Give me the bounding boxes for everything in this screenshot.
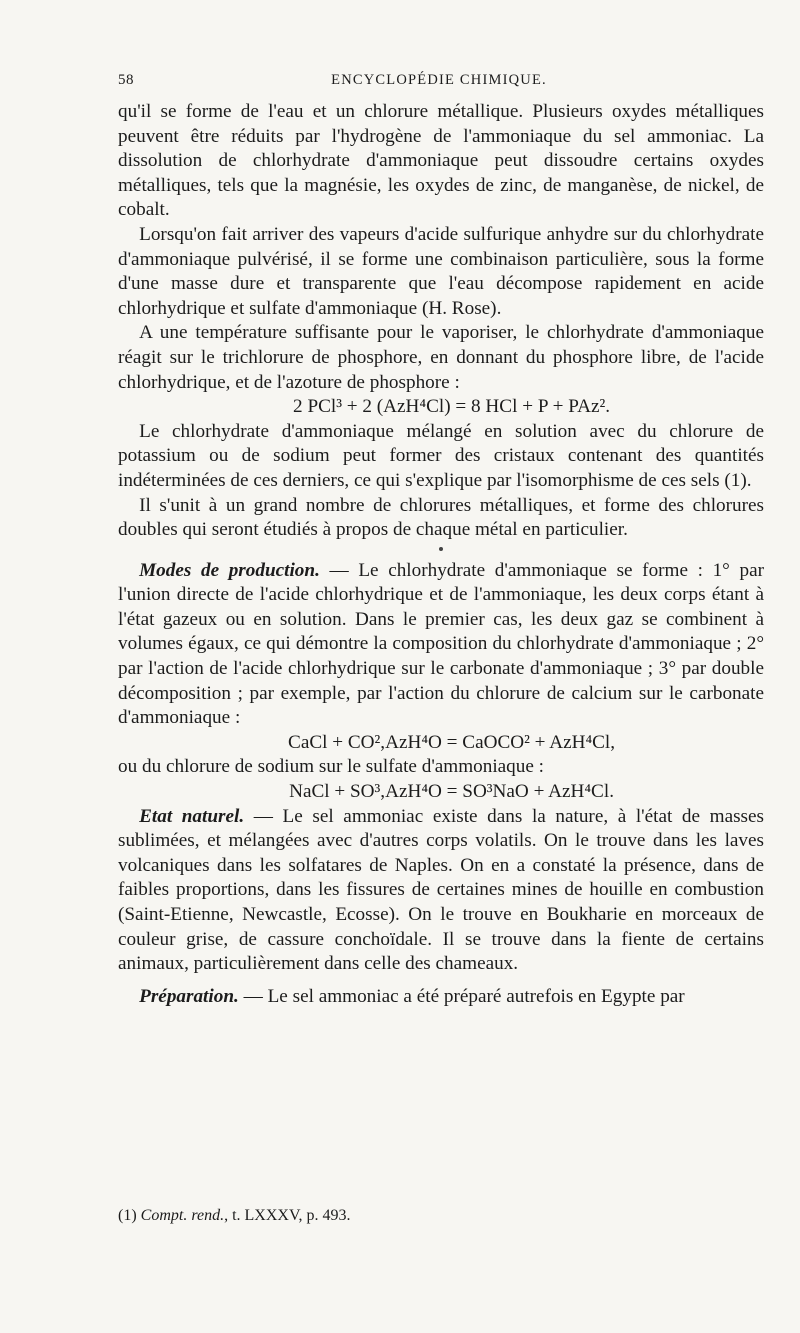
section-heading: Etat naturel. (139, 805, 245, 827)
paragraph: ou du chlorure de sodium sur le sulfate d'ammoniaque : (118, 756, 545, 778)
equation: 2 PCl³ + 2 (AzH⁴Cl) = 8 HCl + P + PAz². (293, 396, 611, 418)
page-number: 58 (118, 72, 134, 88)
paragraph: Il s'unit à un grand nombre de chlorures métalliques, et forme des chlorures doubles qui seront étudiés à propos de chaque métal en particulier. (118, 494, 764, 541)
footnote-ref: , t. LXXXV, p. 493. (224, 1207, 351, 1224)
section-etat-naturel (118, 805, 764, 977)
section-modes-production (118, 559, 764, 731)
footnote-source: Compt. rend. (140, 1207, 225, 1224)
section-heading: Préparation. (139, 985, 239, 1007)
section-preparation (118, 985, 764, 1010)
equation: NaCl + SO³,AzH⁴O = SO³NaO + AzH⁴Cl. (289, 781, 614, 803)
paragraph: Lorsqu'on fait arriver des vapeurs d'acide sulfurique anhydre sur du chlorhydrate d'ammoniaque pulvérisé, il se forme une combinaison particulière, sous la forme d'une masse dure et transparente que l'eau décompose rapidement en acide chlorhydrique et sulfate d'ammoniaque (H. Rose). (118, 223, 764, 319)
section-text: — Le chlorhydrate d'ammoniaque se forme : 1° par l'union directe de l'acide chlorhydrique et de l'ammoniaque, les deux corps étant à l'état gazeux ou en solution. Dans le premier cas, les deux gaz se combinent à volumes égaux, ce qui démontre la composition du chlorhydrate d'ammoniaque ; 2° par l'action de l'acide chlorhydrique sur le carbonate d'ammoniaque ; 3° par double décomposition ; par exemple, par l'action du chlorure de calcium sur le carbonate d'ammoniaque : (118, 559, 764, 729)
running-title: ENCYCLOPÉDIE CHIMIQUE. (331, 72, 547, 88)
paragraph: qu'il se forme de l'eau et un chlorure métallique. Plusieurs oxydes métalliques peuvent être réduits par l'hydrogène de l'ammoniaque du sel ammoniac. La dissolution de chlorhydrate d'ammoniaque peut dissoudre certains oxydes métalliques, tels que la magnésie, les oxydes de zinc, de manganèse, de nickel, de cobalt. (118, 101, 764, 221)
section-heading: Modes de production. (139, 559, 320, 581)
page-body (118, 100, 764, 1009)
footnote-mark: (1) (118, 1207, 137, 1224)
section-text: — Le sel ammoniac a été préparé autrefois en Egypte par (238, 985, 685, 1007)
equation: CaCl + CO²,AzH⁴O = CaOCO² + AzH⁴Cl, (288, 731, 616, 753)
footnote (118, 1207, 350, 1225)
separator-dot (439, 547, 443, 551)
section-text: — Le sel ammoniac existe dans la nature, à l'état de masses sublimées, et mélangées avec d'autres corps volatils. On le trouve dans les laves volcaniques dans les solfatares de Naples. On en a constaté la présence, dans de faibles proportions, dans les fissures de certaines mines de houille en combustion (Saint-Etienne, Newcastle, Ecosse). On le trouve en Boukharie en morceaux de couleur grise, de cassure conchoïdale. Il se trouve dans la fiente de certains animaux, particulièrement dans celle des chameaux. (118, 805, 765, 975)
paragraph: Le chlorhydrate d'ammoniaque mélangé en solution avec du chlorure de potassium ou de sodium peut former des cristaux contenant des quantités indéterminées de ces derniers, ce qui s'explique par l'isomorphisme de ces sels (1). (118, 420, 764, 491)
page-header (118, 72, 760, 94)
paragraph: A une température suffisante pour le vaporiser, le chlorhydrate d'ammoniaque réagit sur le trichlorure de phosphore, en donnant du phosphore libre, de l'acide chlorhydrique, et de l'azoture de phosphore : (118, 322, 764, 393)
